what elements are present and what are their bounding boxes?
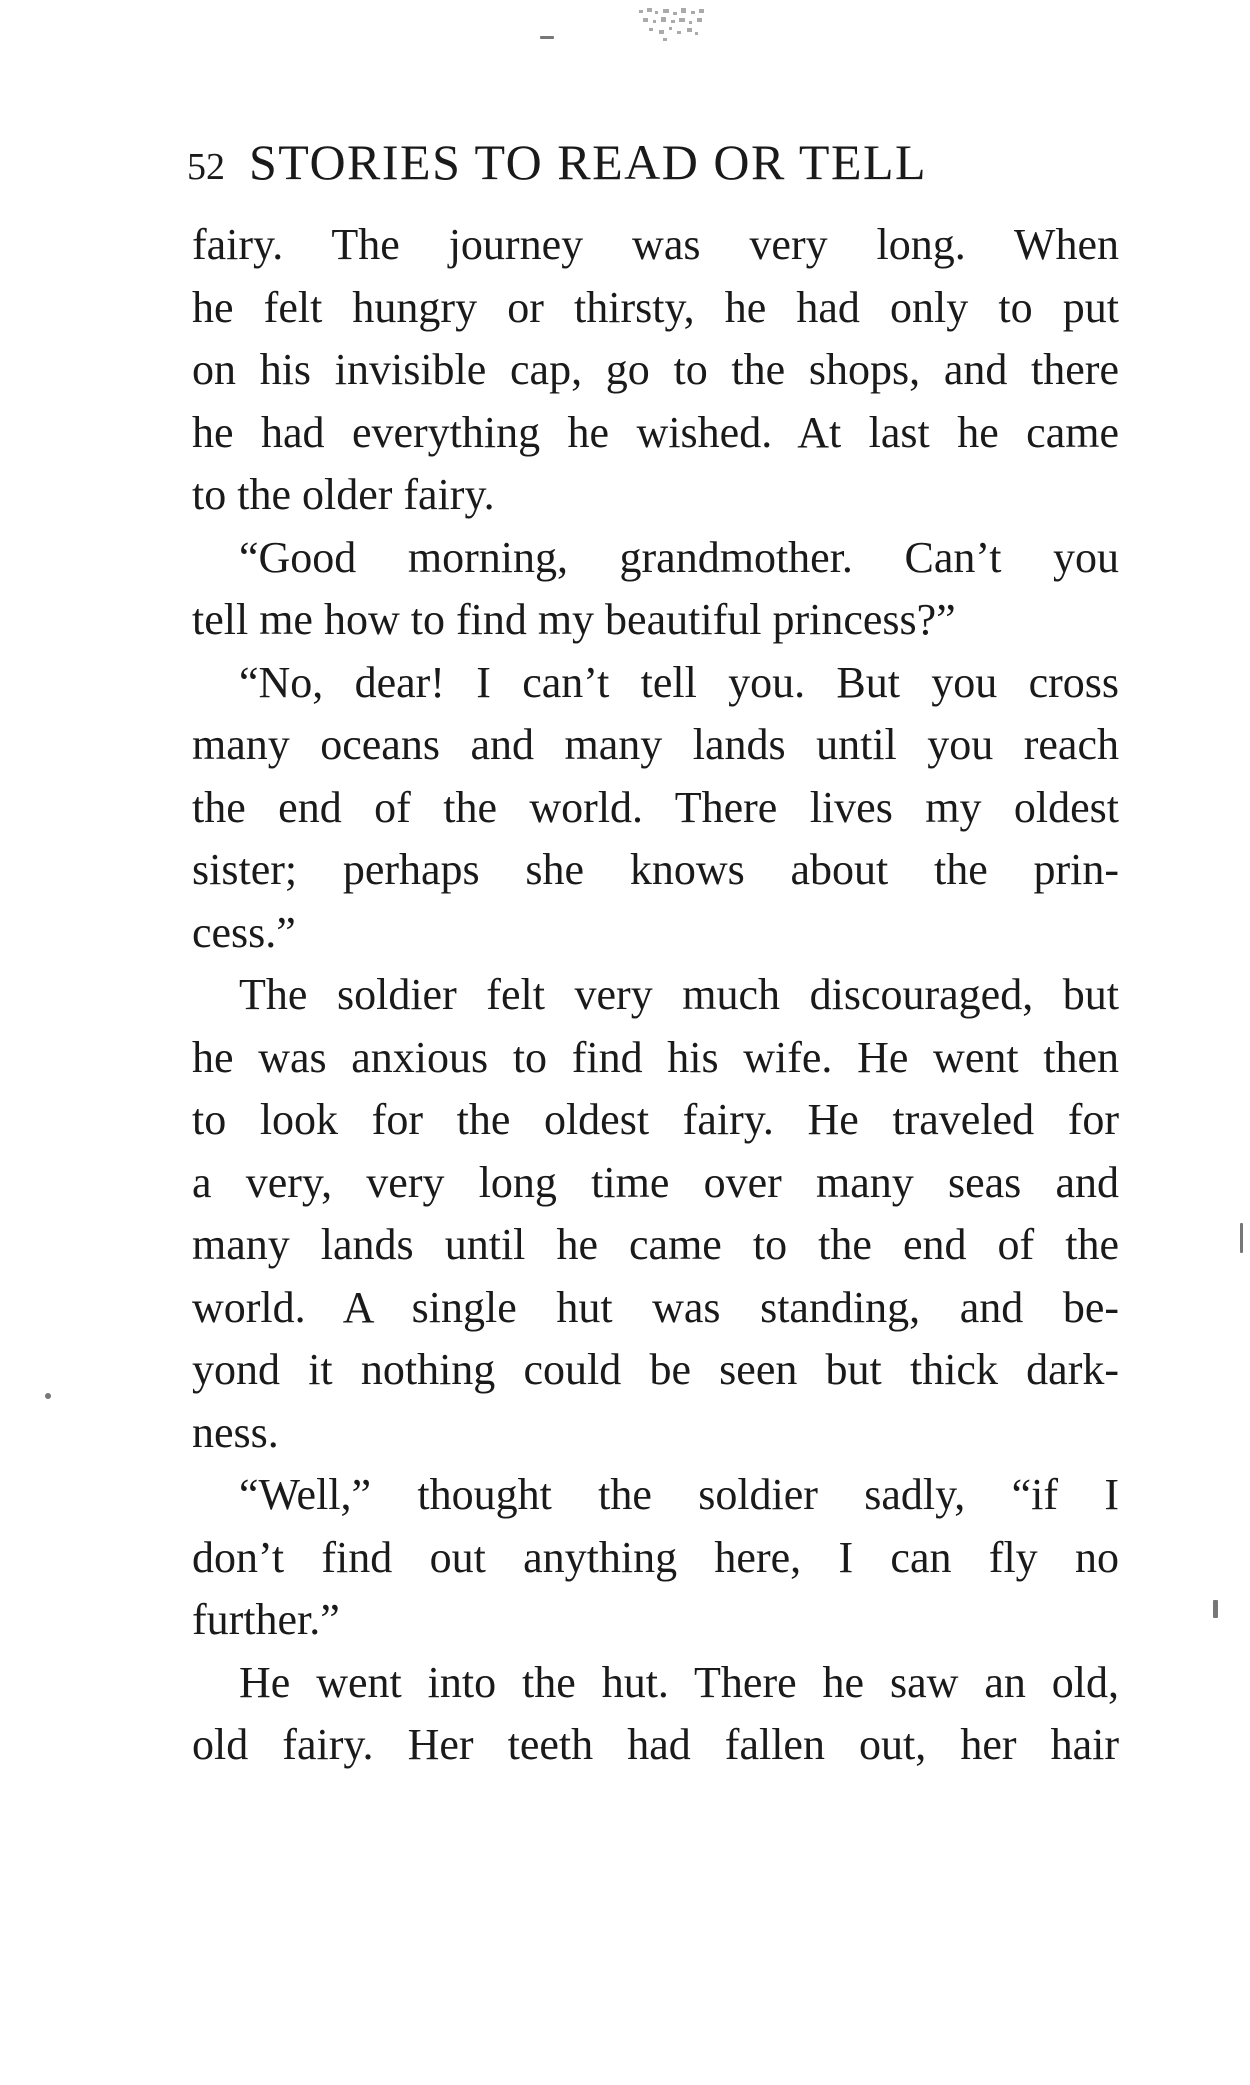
text-line: on his invisible cap, go to the shops, and there <box>192 345 1119 394</box>
text-line: He went into the hut. There he saw an old, <box>239 1657 1119 1707</box>
text-line: tell me how to find my beautiful princess?” <box>192 595 956 644</box>
text-line: cess.” <box>192 907 296 957</box>
text-line: “Well,” thought the soldier sadly, “if I <box>239 1470 1119 1519</box>
text-line: world. A single hut was standing, and be- <box>192 1282 1119 1332</box>
text-line: The soldier felt very much discouraged, but <box>239 970 1119 1019</box>
text-line: he felt hungry or thirsty, he had only to put <box>192 282 1119 332</box>
paragraph <box>192 1652 1119 1777</box>
text-line: the end of the world. There lives my oldest <box>192 782 1119 832</box>
page-number: 52 <box>187 146 225 188</box>
text-line: he was anxious to find his wife. He went then <box>192 1032 1119 1082</box>
text-line: don’t find out anything here, I can fly no <box>192 1532 1119 1582</box>
paragraph <box>192 214 1119 527</box>
text-line: sister; perhaps she knows about the prin- <box>192 845 1119 894</box>
text-line: many oceans and many lands until you reach <box>192 720 1119 769</box>
paragraph <box>192 1464 1119 1652</box>
text-line: yond it nothing could be seen but thick dark- <box>192 1345 1119 1394</box>
text-line: further.” <box>192 1595 340 1644</box>
paragraph <box>192 652 1119 965</box>
book-title: STORIES TO READ OR TELL <box>249 134 928 190</box>
text-line: many lands until he came to the end of the <box>192 1220 1119 1269</box>
body-text <box>192 214 1119 1777</box>
library-stamp-mark <box>633 6 715 46</box>
running-head <box>187 133 1117 203</box>
text-line: to the older fairy. <box>192 470 495 519</box>
paragraph <box>192 527 1119 652</box>
text-line: a very, very long time over many seas and <box>192 1157 1119 1207</box>
text-line: “No, dear! I can’t tell you. But you cross <box>239 657 1119 707</box>
text-line: fairy. The journey was very long. When <box>192 220 1119 269</box>
text-line: old fairy. Her teeth had fallen out, her hair <box>192 1720 1119 1769</box>
scan-speck <box>45 1393 51 1399</box>
paragraph <box>192 964 1119 1464</box>
scan-speck <box>540 36 554 39</box>
scan-speck <box>1240 1223 1243 1253</box>
text-line: “Good morning, grandmother. Can’t you <box>239 532 1119 582</box>
scan-speck <box>1213 1600 1218 1618</box>
text-line: ness. <box>192 1407 279 1457</box>
text-line: he had everything he wished. At last he came <box>192 407 1119 457</box>
text-line: to look for the oldest fairy. He traveled for <box>192 1095 1119 1144</box>
